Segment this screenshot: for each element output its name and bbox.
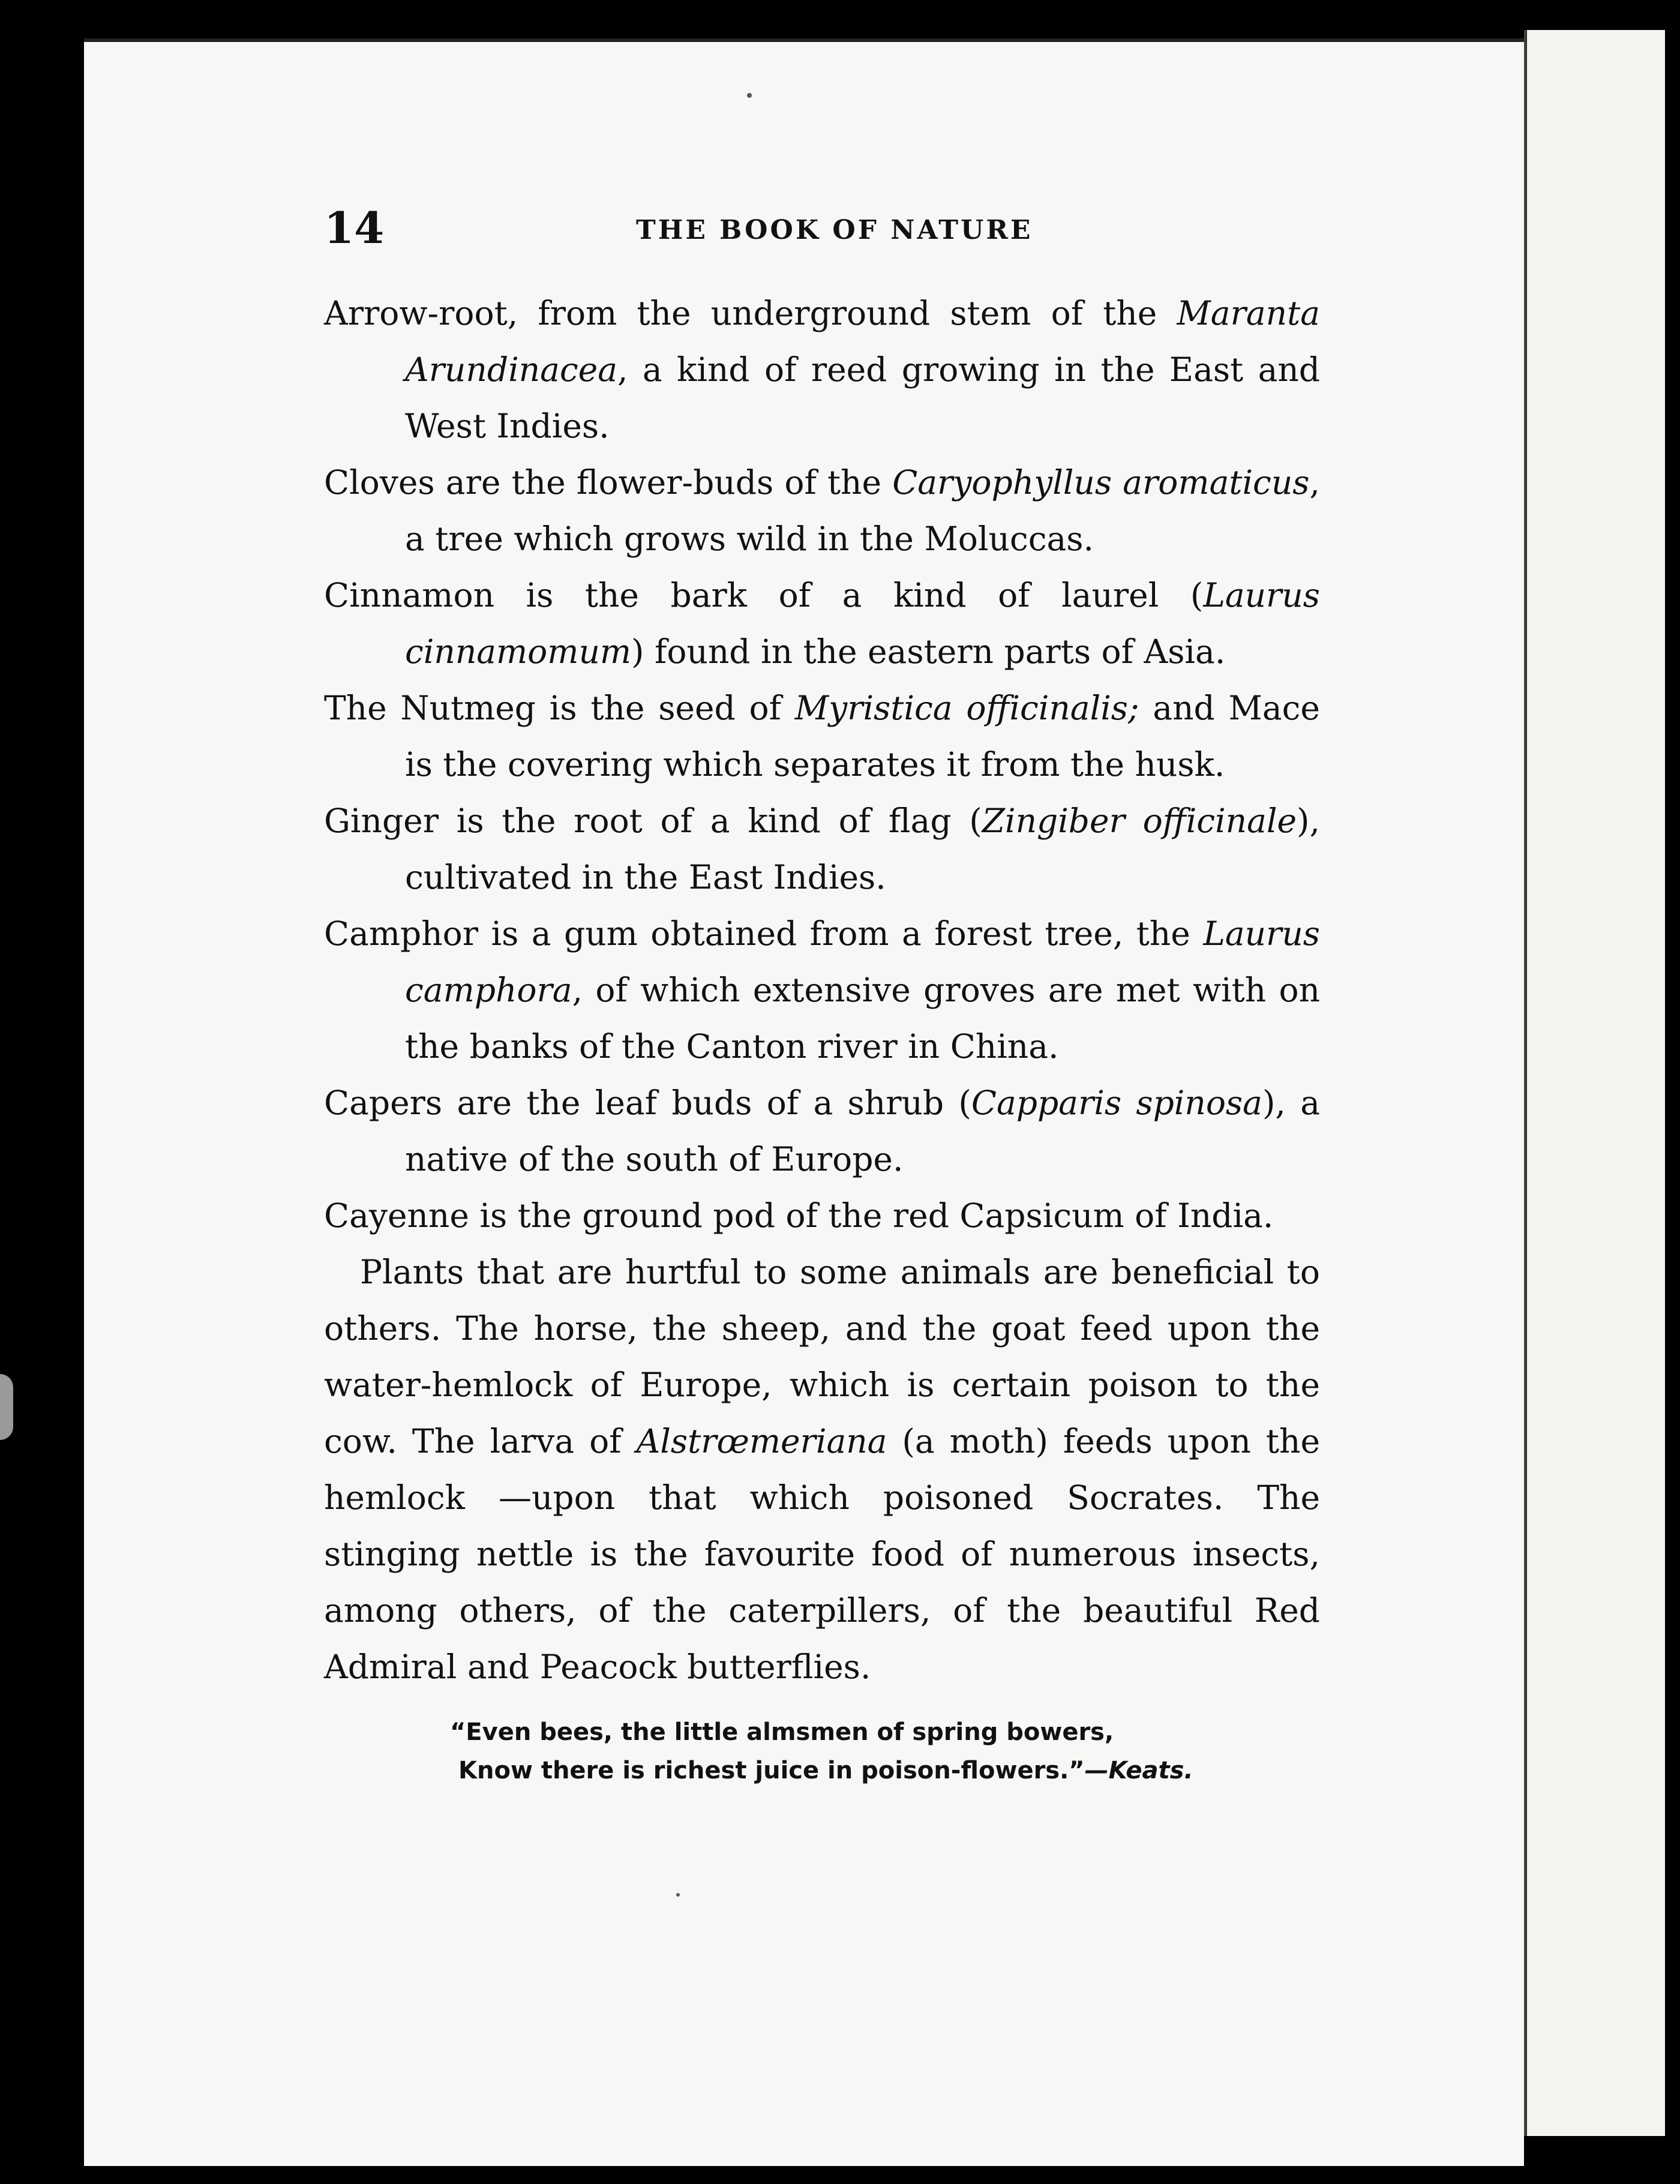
entry-text: Camphor is a gum obtained from a forest tree, the [324, 914, 1204, 953]
entry-text: ) found in the eastern parts of Asia. [631, 632, 1226, 671]
entry-text: and Mace is the covering which separates it from the husk. [405, 689, 1320, 784]
entry-camphor [324, 905, 1320, 1075]
entry-text: Cinnamon is the bark of a kind of laurel ( [324, 576, 1204, 614]
quote-line-2 [450, 1751, 1290, 1790]
entry-text: The Nutmeg is the seed of [324, 689, 795, 727]
paragraph-text: (a moth) feeds upon the hemlock —upon that which poisoned Socrates. The stinging nettle is the favourite food of numerous insects, among others, of the caterpillers, of the beautiful Red Admiral and Peacock butterflies. [324, 1422, 1320, 1686]
latin-name: Caryophyllus aromaticus [892, 463, 1310, 502]
latin-name: Zingiber officinale [982, 802, 1297, 840]
entry-text: , of which extensive groves are met with on the banks of the Canton river in China. [405, 971, 1320, 1066]
page-body [324, 285, 1320, 1695]
latin-name: Laurus camphora [405, 914, 1320, 1009]
entry-text: Arrow-root, from the underground stem of the [324, 294, 1177, 332]
entry-text: Ginger is the root of a kind of flag ( [324, 802, 982, 840]
latin-name: Alstrœmeriana [636, 1422, 887, 1460]
entry-nutmeg [324, 680, 1320, 793]
dust-speck [676, 1893, 680, 1897]
paragraph-hurtful-plants [324, 1244, 1320, 1695]
entry-arrow-root [324, 285, 1320, 454]
entry-text: , a kind of reed growing in the East and West Indies. [405, 350, 1320, 445]
entry-text: Cloves are the flower-buds of the [324, 463, 893, 502]
keats-quotation [450, 1713, 1290, 1790]
latin-name: Maranta Arundinacea [405, 294, 1320, 389]
page-number: 14 [324, 202, 385, 253]
entry-capers [324, 1075, 1320, 1187]
adjacent-page-edge [1524, 30, 1665, 2136]
page-fold-line [1524, 30, 1526, 2136]
page-header [324, 204, 1320, 252]
quote-line-1: “Even bees, the little almsmen of spring bowers, [450, 1718, 1114, 1746]
entry-cloves [324, 454, 1320, 567]
entry-text: Capers are the leaf buds of a shrub ( [324, 1084, 971, 1122]
dust-speck [747, 93, 752, 98]
running-head: THE BOOK OF NATURE [636, 215, 1033, 245]
entry-text: ), a native of the south of Europe. [405, 1084, 1320, 1178]
entry-cayenne [324, 1187, 1320, 1244]
quote-text: Know there is richest juice in poison-flowers.” [458, 1757, 1085, 1784]
entry-text: ), cultivated in the East Indies. [405, 802, 1320, 896]
entry-text: Cayenne is the ground pod of the red Capsicum of India. [324, 1196, 1274, 1235]
paragraph-text: Plants that are hurtful to some animals are beneficial to others. The horse, the sheep, and the goat feed upon the water-hemlock of Europe, which is certain poison to the cow. The larva of [324, 1253, 1320, 1460]
latin-name: Laurus cinnamomum [405, 576, 1320, 671]
latin-name: Myristica officinalis; [794, 689, 1139, 727]
scan-edge-mark [0, 1374, 13, 1440]
entry-cinnamon [324, 567, 1320, 680]
entry-ginger [324, 793, 1320, 905]
latin-name: Capparis spinosa [971, 1084, 1262, 1122]
entry-text: , a tree which grows wild in the Moluccas. [405, 463, 1320, 558]
quote-attribution: —Keats. [1084, 1757, 1193, 1784]
